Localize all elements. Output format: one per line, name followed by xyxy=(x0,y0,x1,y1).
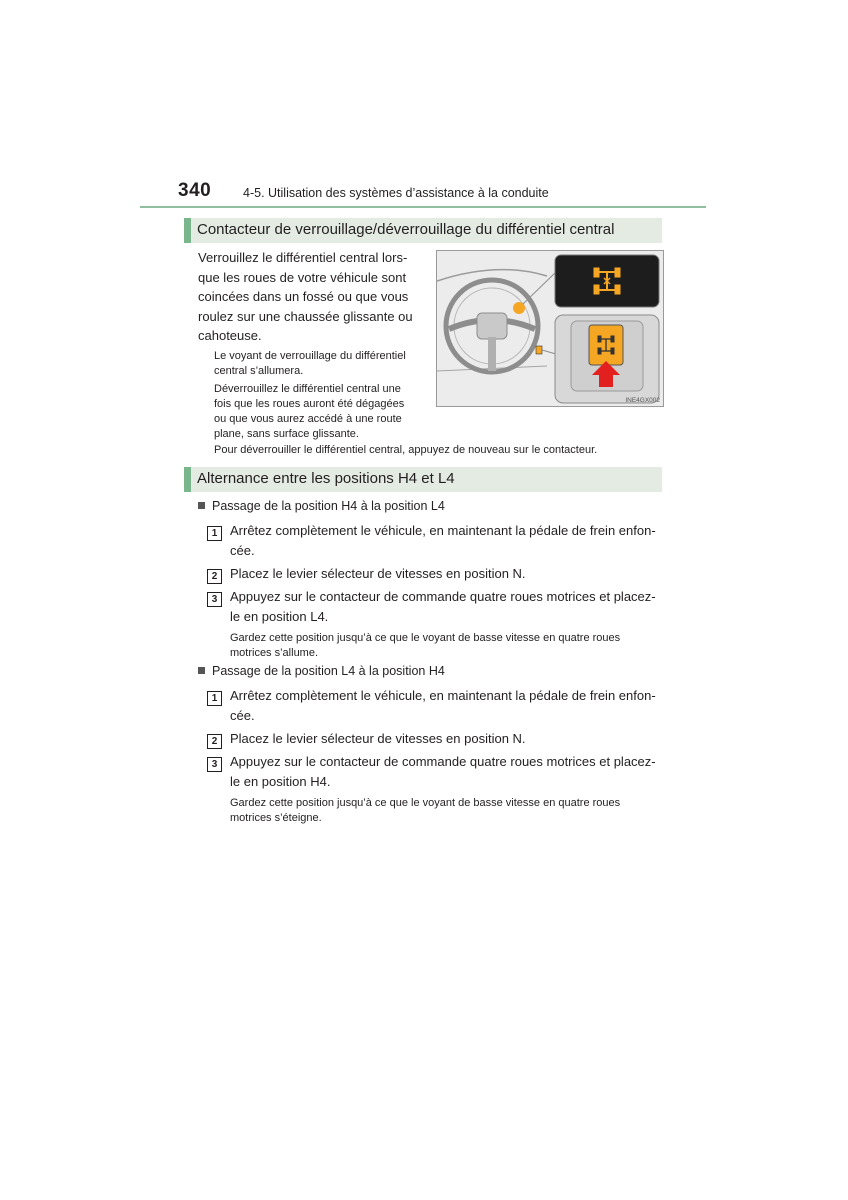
step-number xyxy=(207,566,222,584)
subheading-l4-to-h4 xyxy=(198,664,445,678)
step-badge: 3 xyxy=(207,757,222,772)
subheading-h4-to-l4 xyxy=(198,499,445,513)
step-line: Placez le levier sélecteur de vitesses en position N. xyxy=(230,566,526,581)
step-number xyxy=(207,688,222,706)
step-text xyxy=(230,752,670,791)
step-badge: 2 xyxy=(207,569,222,584)
section-title: Alternance entre les positions H4 et L4 xyxy=(197,470,455,487)
note-line: motrices s’allume. xyxy=(230,647,319,659)
section-header-differential xyxy=(184,218,662,243)
intro-paragraph xyxy=(198,248,424,346)
step-line: Appuyez sur le contacteur de commande quatre roues motrices et placez- xyxy=(230,754,656,769)
section-accent xyxy=(184,218,191,243)
figure-code: INE4GX002 xyxy=(625,397,660,404)
step-number xyxy=(207,523,222,541)
note-line: Gardez cette position jusqu’à ce que le voyant de basse vitesse en quatre roues xyxy=(230,797,621,809)
step-badge: 2 xyxy=(207,734,222,749)
step-text xyxy=(230,587,670,626)
square-bullet-icon xyxy=(198,667,205,674)
step-text xyxy=(230,564,670,584)
note-line: Gardez cette position jusqu’à ce que le voyant de basse vitesse en quatre roues xyxy=(230,632,621,644)
section-accent xyxy=(184,467,191,492)
step-line: le en position L4. xyxy=(230,608,329,624)
step-note xyxy=(230,631,670,661)
note-line: central s’allumera. xyxy=(214,365,304,377)
square-bullet-icon xyxy=(198,502,205,509)
note-line: Déverrouillez le différentiel central une xyxy=(214,383,401,395)
step-text xyxy=(230,729,670,749)
note-line: motrices s’éteigne. xyxy=(230,812,322,824)
running-head: 4-5. Utilisation des systèmes d’assistance à la conduite xyxy=(243,186,549,200)
step-line: Arrêtez complètement le véhicule, en maintenant la pédale de frein enfon- xyxy=(230,688,656,703)
note-line: ou que vous aurez accédé à une route xyxy=(214,413,402,425)
step-number xyxy=(207,731,222,749)
header-rule xyxy=(140,206,706,208)
subheading-text: Passage de la position H4 à la position L4 xyxy=(212,499,445,513)
section-header-h4-l4 xyxy=(184,467,662,492)
step-line: Placez le levier sélecteur de vitesses en position N. xyxy=(230,731,526,746)
note-line: plane, sans surface glissante. xyxy=(214,428,359,440)
dashboard-drawing xyxy=(437,251,663,406)
section-title: Contacteur de verrouillage/déverrouillage du différentiel central xyxy=(197,221,615,238)
intro-line: que les roues de votre véhicule sont xyxy=(198,269,407,285)
note-line: Le voyant de verrouillage du différentiel xyxy=(214,350,406,362)
step-text xyxy=(230,686,670,725)
note-indicator xyxy=(214,349,426,379)
step-line: Appuyez sur le contacteur de commande quatre roues motrices et placez- xyxy=(230,589,656,604)
step-line: cée. xyxy=(230,542,255,558)
step-line: Arrêtez complètement le véhicule, en maintenant la pédale de frein enfon- xyxy=(230,523,656,538)
note-press-again: Pour déverrouiller le différentiel central, appuyez de nouveau sur le contacteur. xyxy=(214,444,598,456)
step-number xyxy=(207,589,222,607)
step-badge: 3 xyxy=(207,592,222,607)
subheading-text: Passage de la position L4 à la position H4 xyxy=(212,664,445,678)
intro-line: roulez sur une chaussée glissante ou xyxy=(198,308,413,324)
dashboard-illustration xyxy=(436,250,664,407)
step-text xyxy=(230,521,670,560)
intro-line: Verrouillez le différentiel central lors- xyxy=(198,250,408,265)
step-note xyxy=(230,796,670,826)
step-line: le en position H4. xyxy=(230,773,331,789)
step-line: cée. xyxy=(230,707,255,723)
note-line: fois que les roues auront été dégagées xyxy=(214,398,405,410)
step-badge: 1 xyxy=(207,526,222,541)
page-number: 340 xyxy=(178,180,212,201)
step-badge: 1 xyxy=(207,691,222,706)
intro-line: cahoteuse. xyxy=(198,328,262,343)
step-number xyxy=(207,754,222,772)
note-unlock xyxy=(214,382,426,442)
intro-line: coincées dans un fossé ou que vous xyxy=(198,289,409,304)
